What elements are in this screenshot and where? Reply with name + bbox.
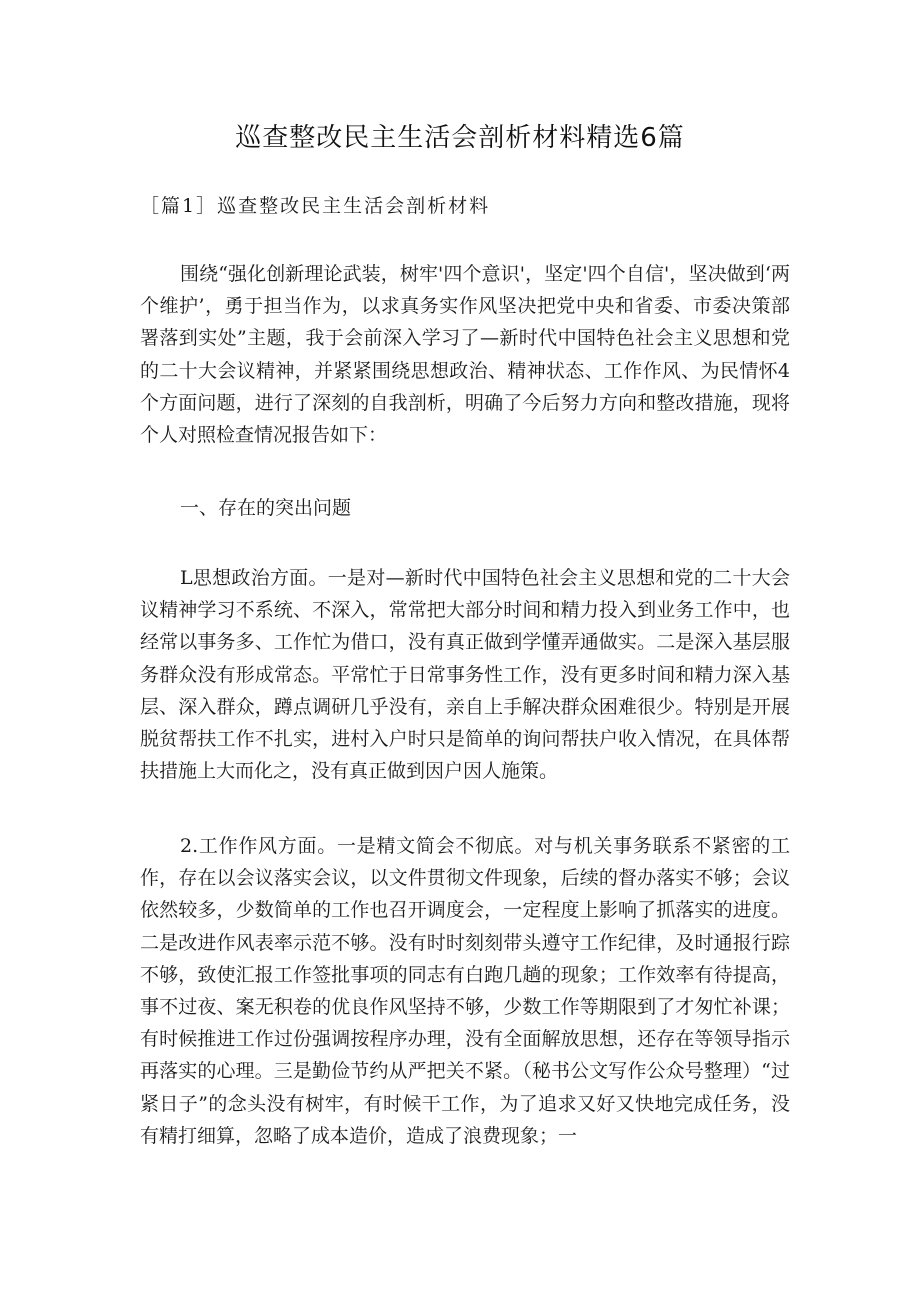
part-label: ［篇1］巡查整改民主生活会剖析材料 bbox=[140, 195, 491, 217]
work-style-paragraph: 2.工作作风方面。一是精文简会不彻底。对与机关事务联系不紧密的工作，存在以会议落实会议，以文件贯彻文件现象，后续的督办落实不够；会议依然较多，少数简单的工作也召开调度会，一定程度上影响了抓落实的进度。二是改进作风表率示范不够。没有时时刻刻带头遵守工作纪律，及时通报行踪不够，致使汇报工作签批事项的同志有白跑几趟的现象；工作效率有待提高，事不过夜、案无积卷的优良作风坚持不够，少数工作等期限到了才匆忙补课；有时候推进工作过份强调按程序办理，没有全面解放思想，还存在等领导指示再落实的心理。三是勤俭节约从严把关不紧。（秘书公文写作公众号整理）“过紧日子”的念头没有树牢，有时候干工作，为了追求又好又快地完成任务，没有精打细算，忽略了成本造价，造成了浪费现象；一 bbox=[140, 835, 790, 1147]
document-title: 巡查整改民主生活会剖析材料精选6篇 bbox=[235, 123, 685, 153]
section-heading: 一、存在的突出问题 bbox=[180, 497, 352, 519]
intro-paragraph: 围绕“强化创新理论武装，树牢'四个意识'，坚定'四个自信'，坚决做到‘两个维护’，勇于担当作为，以求真务实作风坚决把党中央和省委、市委决策部署落到实处”主题，我于会前深入学习了—新时代中国特色社会主义思想和党的二十大会议精神，并紧紧围绕思想政治、精神状态、工作作风、为民情怀4个方面问题，进行了深刻的自我剖析，明确了今后努力方向和整改措施，现将个人对照检查情况报告如下： bbox=[140, 263, 790, 447]
politics-paragraph: L思想政治方面。一是对—新时代中国特色社会主义思想和党的二十大会议精神学习不系统、不深入，常常把大部分时间和精力投入到业务工作中，也经常以事务多、工作忙为借口，没有真正做到学懂弄通做实。二是深入基层服务群众没有形成常态。平常忙于日常事务性工作，没有更多时间和精力深入基层、深入群众，蹲点调研几乎没有，亲自上手解决群众困难很少。特别是开展脱贫帮扶工作不扎实，进村入户时只是简单的询问帮扶户收入情况，在具体帮扶措施上大而化之，没有真正做到因户因人施策。 bbox=[140, 567, 790, 783]
